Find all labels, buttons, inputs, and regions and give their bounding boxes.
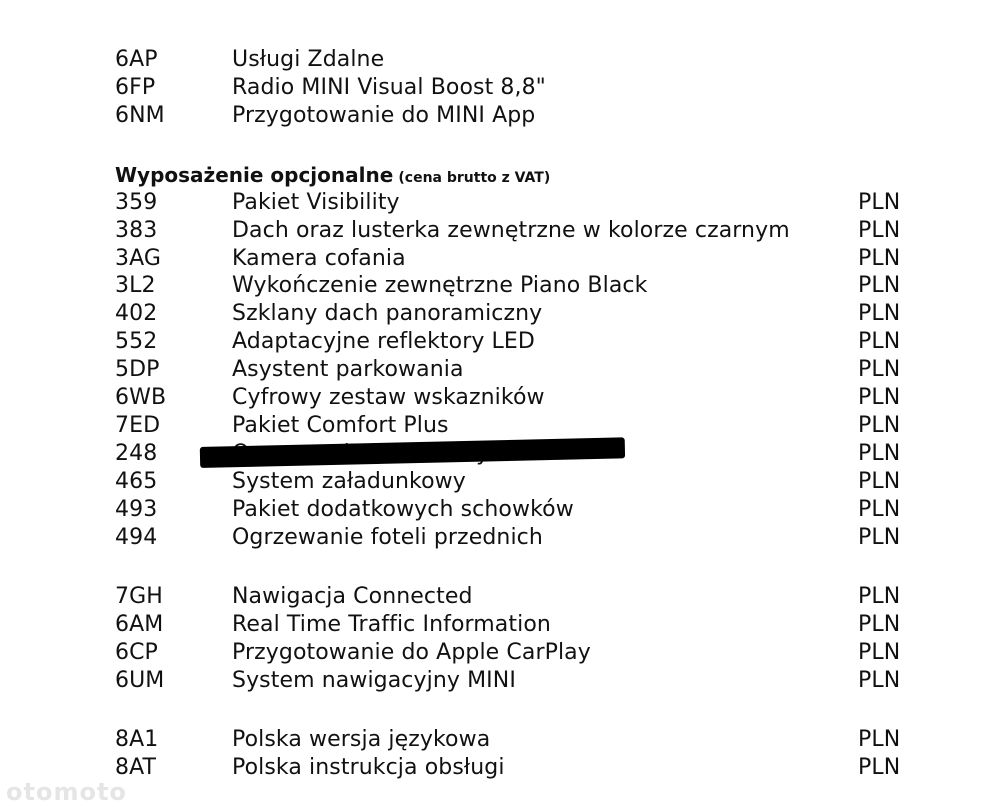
item-currency: PLN [858, 385, 901, 410]
section-title: Wyposażenie opcjonalne [115, 163, 394, 187]
list-item [0, 328, 1000, 356]
list-item [0, 189, 1000, 217]
list-item [0, 583, 1000, 611]
item-currency: PLN [858, 497, 901, 522]
item-name: Ogrzewanie foteli przednich [232, 525, 543, 550]
list-item [0, 611, 1000, 639]
item-name: System załadunkowy [232, 469, 466, 494]
item-code: 8AT [115, 755, 157, 780]
item-currency: PLN [858, 727, 901, 752]
item-code: 383 [115, 218, 158, 243]
item-name: Asystent parkowania [232, 357, 464, 382]
item-name: Polska wersja językowa [232, 727, 491, 752]
list-item [0, 245, 1000, 273]
item-name: Wykończenie zewnętrzne Piano Black [232, 273, 648, 298]
list-item [0, 102, 1000, 130]
item-currency: PLN [858, 640, 901, 665]
item-name: Adaptacyjne reflektory LED [232, 329, 535, 354]
list-item [0, 46, 1000, 74]
item-code: 248 [115, 441, 158, 466]
list-item [0, 217, 1000, 245]
item-name: Pakiet Visibility [232, 190, 400, 215]
item-code: 6UM [115, 668, 165, 693]
item-code: 6AP [115, 47, 158, 72]
item-name: Szklany dach panoramiczny [232, 301, 543, 326]
item-code: 465 [115, 469, 158, 494]
item-code: 494 [115, 525, 158, 550]
item-currency: PLN [858, 413, 901, 438]
item-code: 5DP [115, 357, 160, 382]
item-code: 6WB [115, 385, 167, 410]
list-item [0, 726, 1000, 754]
list-item [0, 496, 1000, 524]
list-item [0, 524, 1000, 552]
item-currency: PLN [858, 329, 901, 354]
item-currency: PLN [858, 441, 901, 466]
item-code: 493 [115, 497, 158, 522]
item-name: Dach oraz lusterka zewnętrzne w kolorze czarnym [232, 218, 790, 243]
item-code: 7GH [115, 584, 163, 609]
item-currency: PLN [858, 525, 901, 550]
item-name: Real Time Traffic Information [232, 612, 551, 637]
item-currency: PLN [858, 755, 901, 780]
item-code: 402 [115, 301, 158, 326]
item-currency: PLN [858, 246, 901, 271]
item-currency: PLN [858, 357, 901, 382]
item-name: System nawigacyjny MINI [232, 668, 516, 693]
item-currency: PLN [858, 612, 901, 637]
item-currency: PLN [858, 218, 901, 243]
item-name: Kamera cofania [232, 246, 406, 271]
list-item [0, 384, 1000, 412]
item-code: 3AG [115, 246, 162, 271]
item-currency: PLN [858, 584, 901, 609]
watermark: otomoto [6, 778, 127, 806]
item-code: 6AM [115, 612, 164, 637]
item-currency: PLN [858, 668, 901, 693]
item-name: Pakiet dodatkowych schowków [232, 497, 574, 522]
list-item [0, 356, 1000, 384]
item-name: Usługi Zdalne [232, 47, 385, 72]
list-item [0, 300, 1000, 328]
item-name: Pakiet Comfort Plus [232, 413, 449, 438]
list-item [0, 639, 1000, 667]
item-name: Radio MINI Visual Boost 8,8" [232, 75, 546, 100]
item-name: Nawigacja Connected [232, 584, 473, 609]
item-code: 552 [115, 329, 158, 354]
item-code: 8A1 [115, 727, 159, 752]
list-item [0, 74, 1000, 102]
item-code: 6CP [115, 640, 158, 665]
section-subtitle: (cena brutto z VAT) [398, 170, 551, 186]
item-name: Cyfrowy zestaw wskazników [232, 385, 545, 410]
item-currency: PLN [858, 190, 901, 215]
item-name: Przygotowanie do Apple CarPlay [232, 640, 591, 665]
item-code: 359 [115, 190, 158, 215]
list-item [0, 412, 1000, 440]
item-code: 6FP [115, 75, 156, 100]
item-currency: PLN [858, 301, 901, 326]
list-item [0, 468, 1000, 496]
item-currency: PLN [858, 273, 901, 298]
list-item [0, 667, 1000, 695]
item-code: 7ED [115, 413, 161, 438]
item-code: 6NM [115, 103, 165, 128]
item-currency: PLN [858, 469, 901, 494]
list-item [0, 754, 1000, 782]
list-item [0, 272, 1000, 300]
item-name: Polska instrukcja obsługi [232, 755, 505, 780]
section-heading [115, 162, 550, 188]
item-name: Przygotowanie do MINI App [232, 103, 536, 128]
item-code: 3L2 [115, 273, 156, 298]
